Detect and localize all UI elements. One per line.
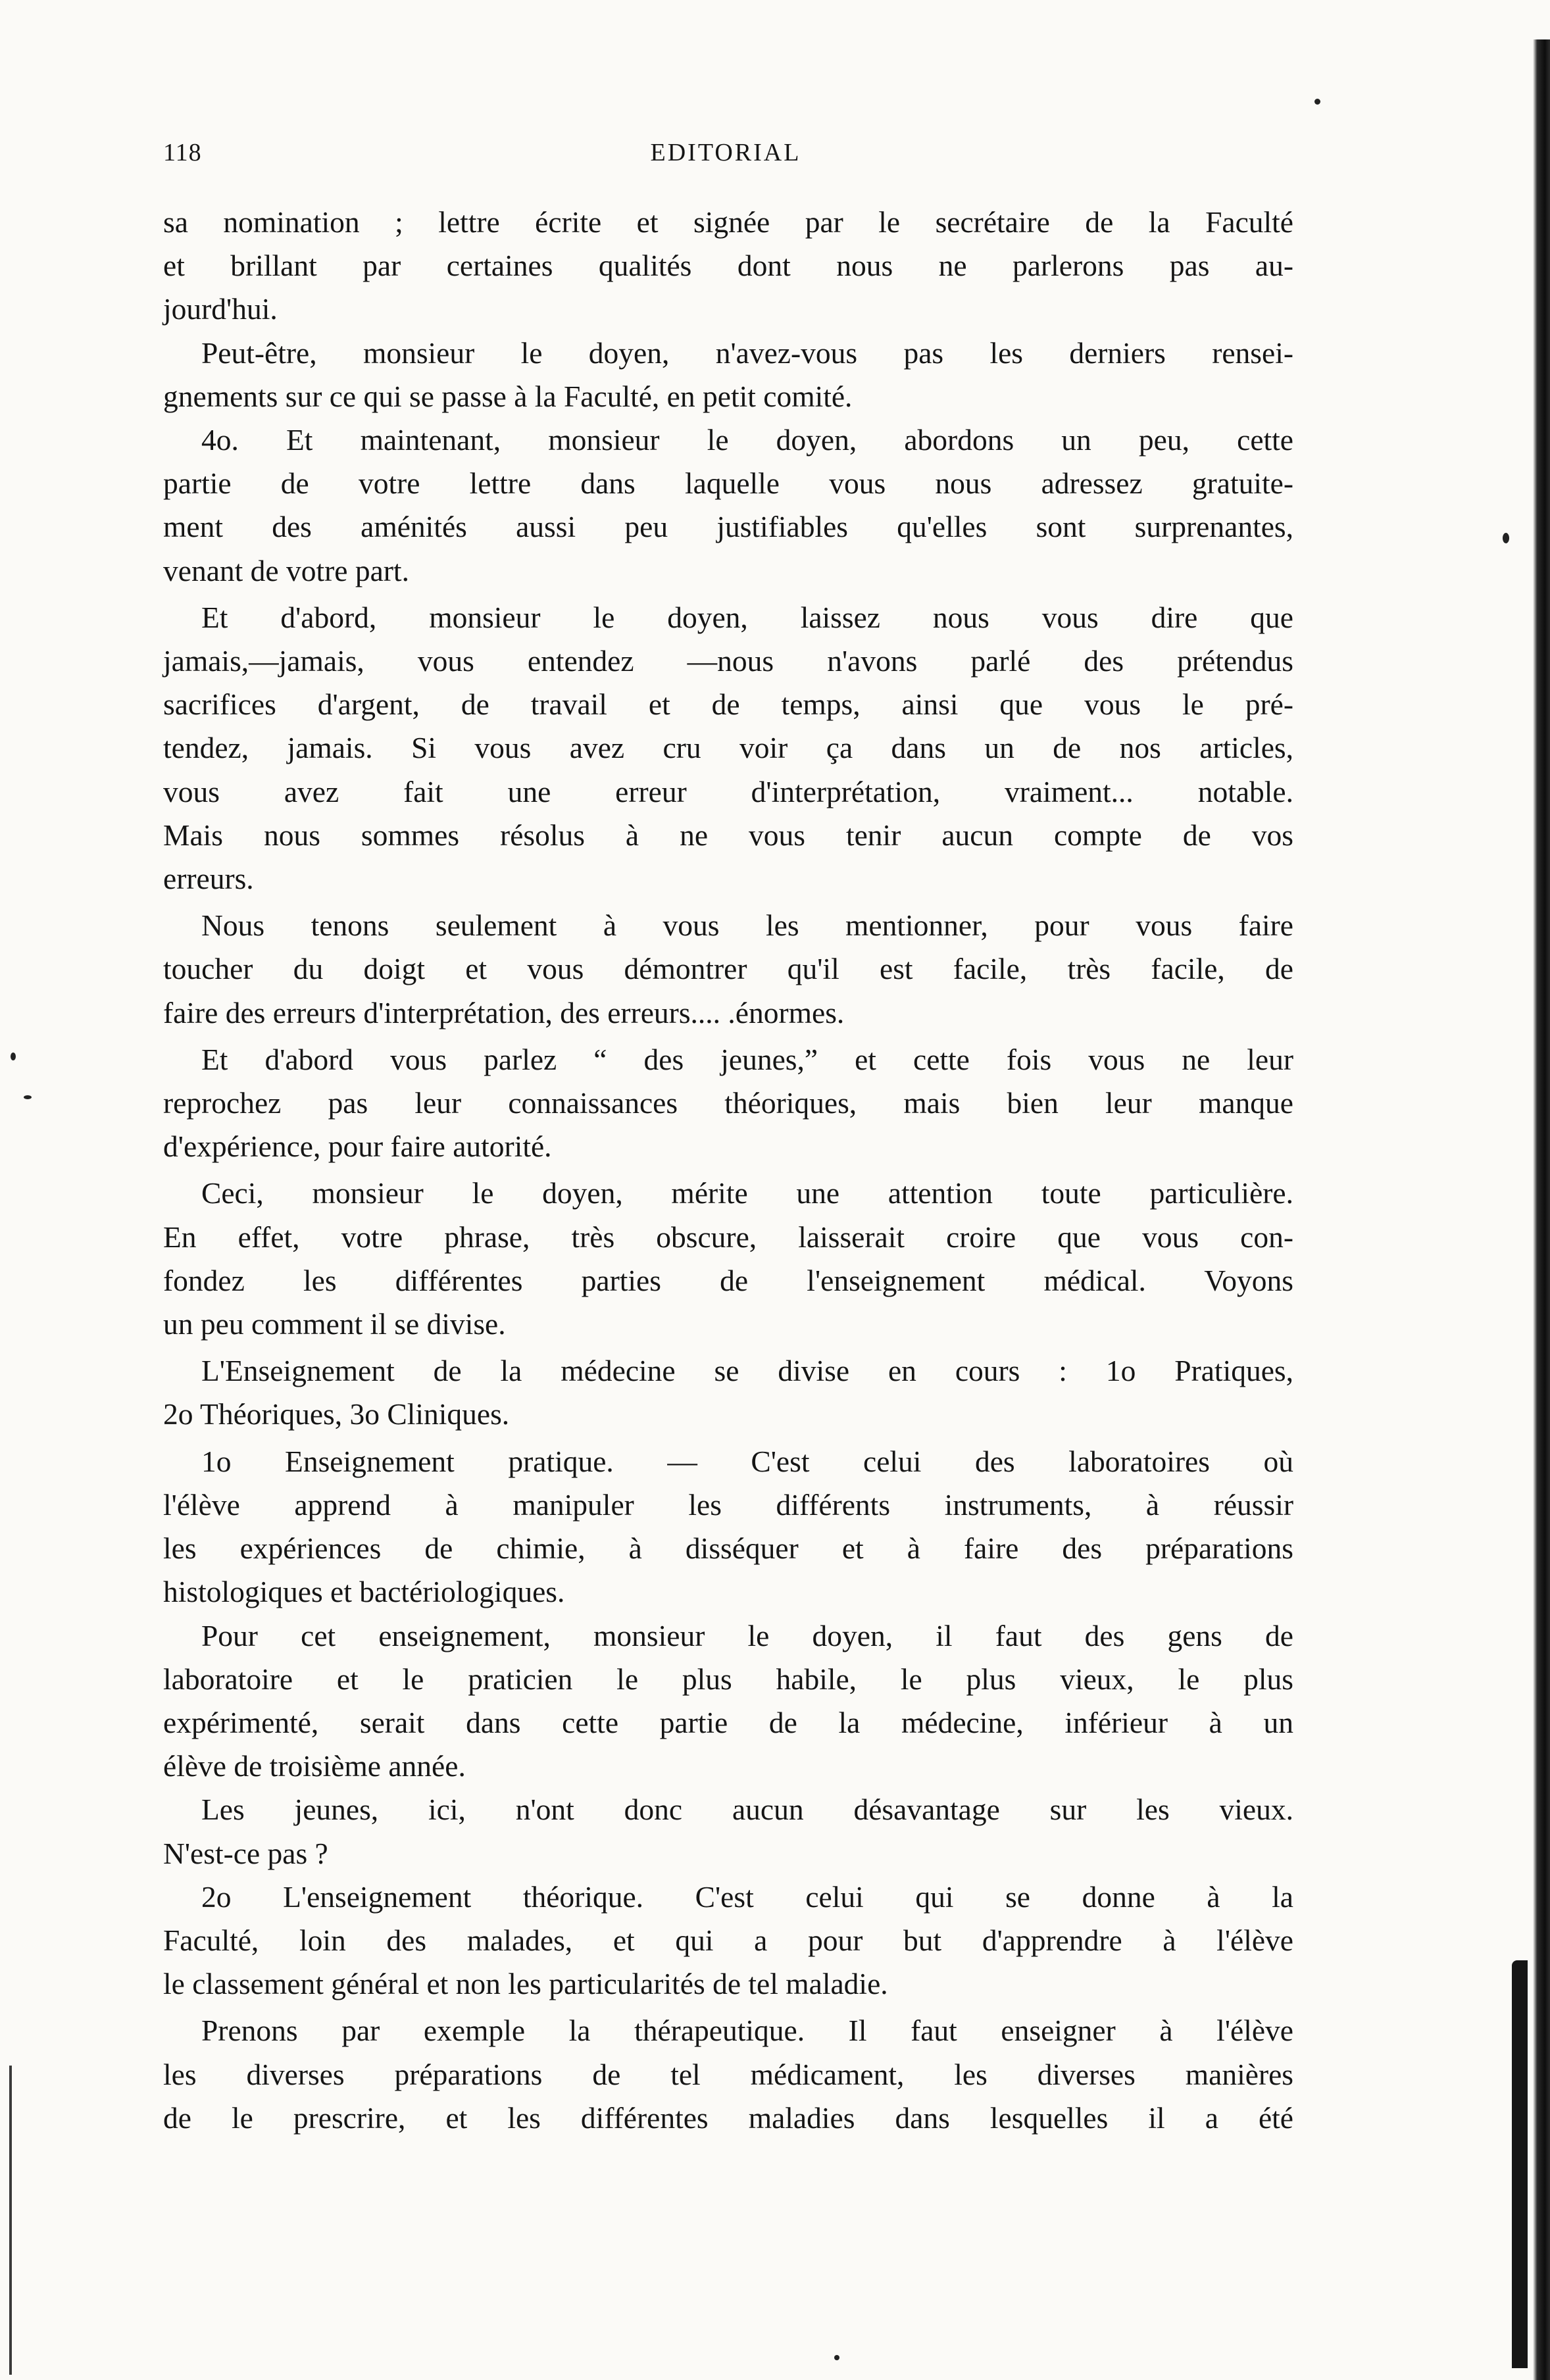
text-line: Faculté, loin des malades, et qui a pour but d'apprendre à l'élève xyxy=(163,1923,1293,1957)
text-line: Prenons par exemple la thérapeutique. Il faut enseigner à l'élève xyxy=(201,2014,1293,2048)
text-line: laboratoire et le praticien le plus habile, le plus vieux, le plus xyxy=(163,1662,1293,1696)
text-line: jourd'hui. xyxy=(163,292,278,326)
running-title: EDITORIAL xyxy=(650,139,801,166)
text-line: Et d'abord vous parlez “ des jeunes,” et cette fois vous ne leur xyxy=(201,1042,1293,1076)
text-line: de le prescrire, et les différentes maladies dans lesquelles il a été xyxy=(163,2100,1293,2135)
text-line: N'est-ce pas ? xyxy=(163,1836,328,1870)
text-line: Ceci, monsieur le doyen, mérite une attention toute particulière. xyxy=(201,1176,1293,1210)
text-line: élève de troisième année. xyxy=(163,1749,466,1783)
text-line: erreurs. xyxy=(163,862,254,896)
text-line: et brillant par certaines qualités dont nous ne parlerons pas au- xyxy=(163,249,1293,283)
text-line: les diverses préparations de tel médicament, les diverses manières xyxy=(163,2057,1293,2091)
text-line: venant de votre part. xyxy=(163,553,409,587)
text-line: Nous tenons seulement à vous les mentionner, pour vous faire xyxy=(201,908,1293,943)
text-line: jamais,—jamais, vous entendez —nous n'avons parlé des prétendus xyxy=(163,644,1293,678)
text-line: 1o Enseignement pratique. — C'est celui des laboratoires où xyxy=(201,1444,1293,1478)
scan-speck xyxy=(1503,533,1509,543)
text-line: 4o. Et maintenant, monsieur le doyen, abordons un peu, cette xyxy=(201,423,1293,457)
text-line: toucher du doigt et vous démontrer qu'il est facile, très facile, de xyxy=(163,952,1293,986)
text-line: Et d'abord, monsieur le doyen, laissez nous vous dire que xyxy=(201,600,1293,634)
text-line: fondez les différentes parties de l'enseignement médical. Voyons xyxy=(163,1263,1293,1297)
text-line: un peu comment il se divise. xyxy=(163,1307,506,1341)
text-line: Pour cet enseignement, monsieur le doyen, il faut des gens de xyxy=(201,1618,1293,1652)
text-line: d'expérience, pour faire autorité. xyxy=(163,1129,552,1164)
text-line: histologiques et bactériologiques. xyxy=(163,1575,565,1609)
scan-speck xyxy=(834,2355,839,2360)
text-line: Peut-être, monsieur le doyen, n'avez-vous pas les derniers rensei- xyxy=(201,335,1293,370)
text-line: gnements sur ce qui se passe à la Faculté, en petit comité. xyxy=(163,379,853,413)
text-line: Mais nous sommes résolus à ne vous tenir aucun compte de vos xyxy=(163,818,1293,852)
scan-speck xyxy=(11,1053,16,1060)
article-body xyxy=(163,201,1293,2140)
text-line: sacrifices d'argent, de travail et de temps, ainsi que vous le pré- xyxy=(163,687,1293,722)
text-line: les expériences de chimie, à disséquer et à faire des préparations xyxy=(163,1531,1293,1566)
page-number: 118 xyxy=(163,139,202,166)
scan-speck xyxy=(1314,99,1320,105)
text-line: expérimenté, serait dans cette partie de la médecine, inférieur à un xyxy=(163,1705,1293,1739)
text-line: reprochez pas leur connaissances théoriques, mais bien leur manque xyxy=(163,1086,1293,1120)
text-line: vous avez fait une erreur d'interprétation, vraiment... notable. xyxy=(163,774,1293,808)
text-line: En effet, votre phrase, très obscure, laisserait croire que vous con- xyxy=(163,1220,1293,1254)
scan-speck xyxy=(24,1095,32,1099)
text-line: ment des aménités aussi peu justifiables qu'elles sont surprenantes, xyxy=(163,510,1293,544)
text-line: 2o L'enseignement théorique. C'est celui qui se donne à la xyxy=(201,1879,1293,1914)
text-line: 2o Théoriques, 3o Cliniques. xyxy=(163,1397,510,1431)
text-line: partie de votre lettre dans laquelle vous nous adressez gratuite- xyxy=(163,466,1293,501)
text-line: tendez, jamais. Si vous avez cru voir ça dans un de nos articles, xyxy=(163,731,1293,765)
text-line: faire des erreurs d'interprétation, des erreurs.... .énormes. xyxy=(163,995,845,1029)
binding-shadow-lower xyxy=(1512,1960,1528,2368)
running-header xyxy=(163,129,1288,175)
text-line: l'élève apprend à manipuler les différents instruments, à réussir xyxy=(163,1487,1293,1522)
text-line: le classement général et non les particularités de tel maladie. xyxy=(163,1967,888,2001)
left-edge-mark xyxy=(9,2066,12,2375)
binding-shadow xyxy=(1533,39,1550,2380)
text-line: sa nomination ; lettre écrite et signée par le secrétaire de la Faculté xyxy=(163,205,1293,239)
text-line: L'Enseignement de la médecine se divise en cours : 1o Pratiques, xyxy=(201,1354,1293,1388)
text-line: Les jeunes, ici, n'ont donc aucun désavantage sur les vieux. xyxy=(201,1793,1293,1827)
